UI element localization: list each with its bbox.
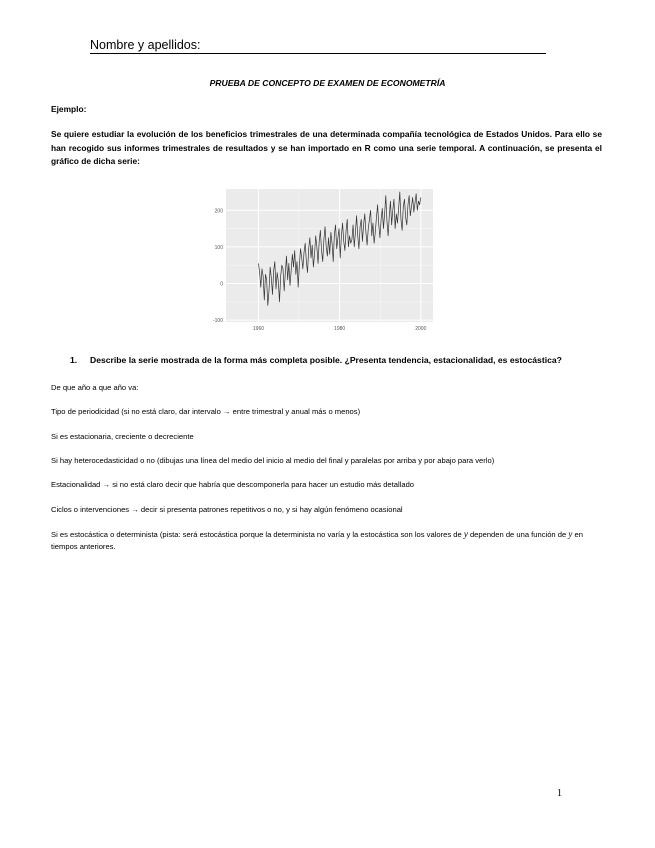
example-label: Ejemplo: (51, 104, 87, 114)
page-number: 1 (557, 788, 562, 799)
item-heteroscedasticity: Si hay heterocedasticidad o no (dibujas una línea del medio del inicio al medio del final y paralelas por arriba y por abajo para verlo) (51, 456, 495, 465)
item-periodicity: Tipo de periodicidad (si no está claro, dar intervalo → entre trimestral y anual más o menos) (51, 407, 361, 416)
y-tick-label: 100 (214, 244, 223, 251)
item-stochastic (51, 528, 602, 553)
question-1-number: 1. (70, 355, 78, 365)
item-year-range: De que año a que año va: (51, 383, 139, 392)
y-tick-label: -100 (212, 318, 223, 325)
chart-svg (199, 186, 439, 336)
variable-y-2: y (568, 529, 573, 539)
document-title: PRUEBA DE CONCEPTO DE EXAMEN DE ECONOMETRÍA (209, 78, 446, 88)
x-tick-label: 2000 (415, 326, 427, 332)
y-tick-label: 0 (220, 281, 223, 288)
item-stationarity: Si es estacionaria, creciente o decreciente (51, 432, 194, 441)
item-stochastic-part1: Si es estocástica o determinista (pista: será estocástica porque la determinista no varía y la estocástica son los valores de (51, 530, 462, 539)
name-field-label: Nombre y apellidos: (90, 38, 546, 54)
variable-y-1: y (463, 529, 468, 539)
x-tick-label: 1960 (252, 326, 265, 332)
x-tick-label: 1980 (334, 326, 346, 332)
question-1-text: Describe la serie mostrada de la forma más completa posible. ¿Presenta tendencia, estacionalidad, es estocástica? (90, 355, 562, 365)
item-seasonality: Estacionalidad → si no está claro decir que habría que descomponerla para hacer un estudio más detallado (51, 480, 415, 489)
time-series-chart (199, 186, 439, 336)
item-cycles: Ciclos o intervenciones → decir si presenta patrones repetitivos o no, y si hay algún fenómeno ocasional (51, 505, 403, 514)
y-tick-label: 200 (214, 208, 223, 215)
question-1 (70, 355, 562, 365)
intro-paragraph: Se quiere estudiar la evolución de los beneficios trimestrales de una determinada compañía tecnológica de Estados Unidos. Para ello se han recogido sus informes trimestrales de resultados y se han importado en R como una serie temporal. A continuación, se presenta el gráfico de dicha serie: (51, 129, 602, 166)
item-stochastic-part3: en tiempos anteriores. (51, 530, 583, 551)
item-stochastic-part2: dependen de una función de (469, 530, 567, 539)
